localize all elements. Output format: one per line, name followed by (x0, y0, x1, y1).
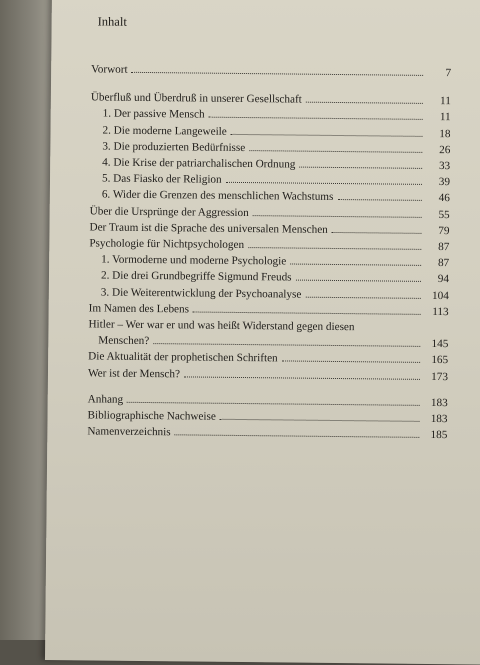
toc-entry-page: 185 (430, 429, 448, 442)
leader-dots (332, 223, 422, 234)
leader-dots (220, 410, 420, 422)
toc-entry-title: Bibliographische Nachweise (87, 409, 216, 423)
leader-dots (231, 124, 423, 136)
toc-entry-title: Die Aktualität der prophetischen Schriften (88, 350, 278, 365)
toc-entry-title: Über die Ursprünge der Aggression (89, 205, 249, 219)
toc-entry-page: 26 (439, 143, 451, 156)
toc-entry-page: 39 (438, 176, 451, 189)
leader-dots (337, 190, 422, 201)
toc-entry-page: 165 (431, 354, 449, 367)
toc-entry-page: 79 (438, 224, 450, 238)
toc-entry-title-line1: Hitler – Wer war er und was heißt Widerstand gegen diesen (88, 318, 355, 334)
toc-entry-page: 183 (430, 413, 448, 426)
toc-entry (87, 424, 447, 444)
toc-entry-page: 33 (438, 160, 451, 173)
toc-entry-page: 55 (438, 208, 450, 221)
leader-dots (184, 367, 420, 379)
toc-sections-continued (88, 349, 448, 385)
leader-dots (132, 63, 424, 76)
leader-dots (253, 206, 422, 218)
toc-entry-title: Vorwort (91, 63, 128, 76)
toc-entry-hitler (88, 316, 448, 352)
book-page (45, 0, 480, 665)
leader-dots (127, 393, 420, 406)
toc-entry-page: 183 (430, 396, 448, 410)
toc-heading: Inhalt (97, 14, 127, 29)
table-of-contents (87, 14, 451, 443)
toc-entry-title: Überfluß und Überdruß in unserer Gesellschaft (90, 91, 302, 106)
toc-entry-page: 113 (432, 305, 449, 319)
toc-entry-title: 2. Die moderne Langeweile (102, 124, 227, 138)
toc-entry-title: 2. Die drei Grundbegriffe Sigmund Freuds (100, 269, 292, 284)
toc-entry-page: 11 (439, 111, 451, 124)
toc-entry-page: 104 (431, 289, 449, 302)
toc-entry-page: 94 (437, 273, 450, 286)
toc-entry-title: Psychologie für Nichtpsychologen (89, 237, 245, 252)
toc-entry-title-line2: Menschen? (98, 334, 150, 348)
toc-appendix (87, 391, 447, 443)
toc-entry-title: 1. Vormoderne und moderne Psychologie (101, 253, 287, 268)
toc-entry-title: 3. Die Weiterentwicklung der Psychoanalyse (100, 286, 302, 301)
leader-dots (193, 302, 421, 314)
toc-entry-page: 145 (431, 338, 449, 351)
toc-entry-title: Namenverzeichnis (87, 425, 171, 439)
toc-entry-title: 1. Der passive Mensch (102, 107, 205, 122)
leader-dots (175, 426, 420, 439)
toc-entry-page: 173 (431, 370, 449, 383)
toc-entry-title: 5. Das Fiasko der Religion (101, 172, 222, 187)
leader-dots (299, 158, 422, 169)
leader-dots (305, 287, 421, 298)
toc-entry-title: Anhang (87, 393, 124, 406)
leader-dots (306, 93, 423, 104)
toc-entry-title: Im Namen des Lebens (88, 302, 190, 316)
toc-entry-title: Der Traum ist die Sprache des universalen Menschen (89, 221, 328, 236)
toc-entry-page: 7 (445, 67, 452, 80)
toc-entry-page: 18 (439, 127, 451, 140)
toc-entry-page: 11 (440, 95, 451, 108)
toc-entry-page: 87 (438, 241, 450, 254)
leader-dots (209, 108, 423, 120)
leader-dots (226, 173, 422, 185)
leader-dots (282, 352, 421, 363)
leader-dots (249, 141, 422, 153)
toc-entry-page: 46 (438, 192, 450, 205)
toc-entry-page: 87 (437, 257, 450, 270)
toc-entry-title: 4. Die Krise der patriarchalischen Ordnung (102, 156, 296, 171)
leader-dots (153, 334, 420, 347)
leader-dots (296, 271, 422, 282)
toc-sections (89, 90, 451, 321)
toc-entry-title: Wer ist der Mensch? (87, 367, 181, 381)
toc-entry-title: 6. Wider die Grenzen des menschlichen Wachstums (101, 188, 334, 204)
toc-entry-title: 3. Die produzierten Bedürfnisse (102, 140, 246, 154)
leader-dots (248, 238, 421, 250)
leader-dots (290, 255, 421, 266)
